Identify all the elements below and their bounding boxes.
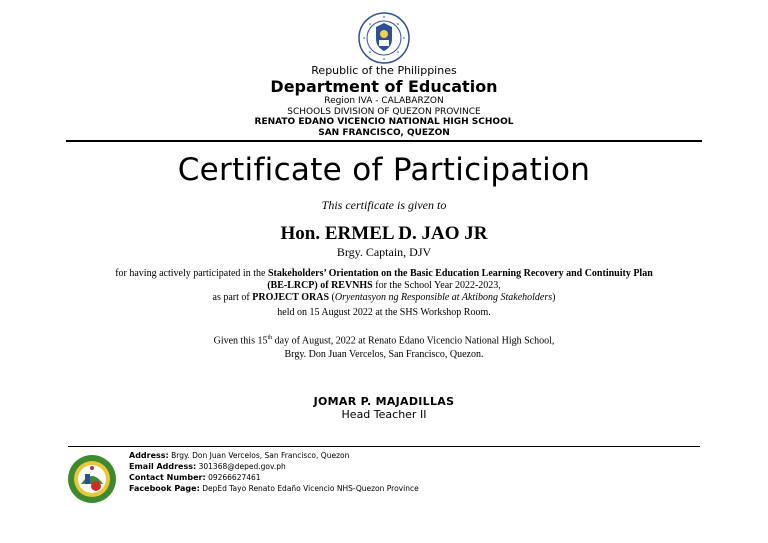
participation-statement	[110, 268, 658, 304]
department-name: Department of Education	[270, 77, 498, 96]
certificate-title: Certificate of Participation	[177, 152, 591, 188]
contact-value: 09266627461	[208, 473, 261, 482]
school-logo	[67, 454, 117, 504]
footer-email	[129, 461, 419, 472]
ordinal-suffix: th	[267, 335, 273, 341]
project-meaning: Oryentasyon ng Responsible at Aktibong Stakeholders	[334, 292, 553, 303]
given-date-line	[0, 335, 768, 346]
email-label: Email Address:	[129, 462, 197, 471]
header-divider	[66, 140, 702, 142]
given-to-line: This certificate is given to	[321, 198, 447, 212]
footer-contact-number	[129, 472, 419, 483]
statement-text: )	[552, 292, 556, 303]
footer-contact-block	[129, 450, 419, 494]
footer-facebook	[129, 483, 419, 494]
statement-text: for the School Year 2022-2023,	[372, 280, 501, 291]
project-name: PROJECT ORAS	[252, 292, 330, 303]
footer-address	[129, 450, 419, 461]
republic-line: Republic of the Philippines	[311, 64, 457, 77]
given-text: day of August, 2022 at Renato Edano Vicencio National High School,	[272, 335, 555, 347]
statement-text: (	[329, 292, 335, 303]
school-location: SAN FRANCISCO, QUEZON	[318, 128, 450, 138]
contact-label: Contact Number:	[129, 473, 206, 482]
event-name: Stakeholders’ Orientation on the Basic Education Learning Recovery and Continuity Plan (BE-LRCP) of REVNHS	[267, 268, 653, 291]
division-line: SCHOOLS DIVISION OF QUEZON PROVINCE	[287, 107, 481, 117]
recipient-name: Hon. ERMEL D. JAO JR	[280, 223, 488, 244]
email-value: 301368@deped.gov.ph	[198, 462, 286, 471]
facebook-label: Facebook Page:	[129, 484, 200, 493]
address-label: Address:	[129, 451, 169, 460]
school-name: RENATO EDANO VICENCIO NATIONAL HIGH SCHOOL	[254, 117, 514, 127]
address-value: Brgy. Don Juan Vercelos, San Francisco, Quezon	[171, 451, 350, 460]
given-place-line: Brgy. Don Juan Vercelos, San Francisco, Quezon.	[284, 349, 484, 360]
given-text: Given this 15	[213, 335, 268, 347]
signatory-title: Head Teacher II	[341, 408, 427, 421]
facebook-value: DepEd Tayo Renato Edaño Vicencio NHS-Quezon Province	[202, 484, 419, 493]
recipient-position: Brgy. Captain, DJV	[336, 245, 432, 259]
statement-text: for having actively participated in the	[115, 268, 268, 279]
statement-text: as part of	[212, 292, 253, 303]
held-line: held on 15 August 2022 at the SHS Workshop Room.	[277, 307, 491, 318]
signatory-name: JOMAR P. MAJADILLAS	[313, 395, 455, 408]
region-line: Region IVA - CALABARZON	[324, 96, 444, 106]
footer-divider	[68, 446, 700, 447]
deped-seal-logo	[358, 12, 410, 64]
